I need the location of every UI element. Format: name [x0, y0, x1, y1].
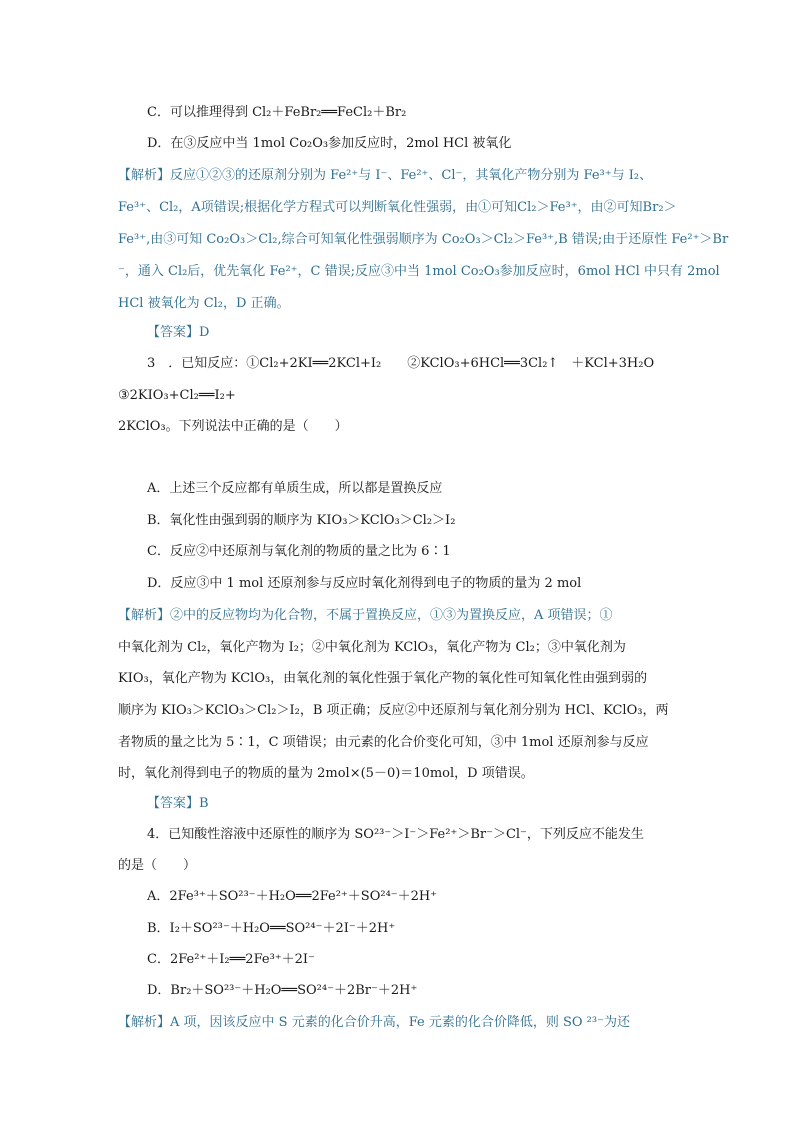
- option-c-q3: C．反应②中还原剂与氧化剂的物质的量之比为 6∶1: [147, 544, 451, 559]
- analysis-q2-line5: HCl 被氧化为 Cl₂，D 正确。: [118, 296, 290, 311]
- option-d-q2: D．在③反应中当 1mol Co₂O₃参加反应时，2mol HCl 被氧化: [147, 136, 512, 151]
- option-c-q2: C．可以推理得到 Cl₂＋FeBr₂══FeCl₂＋Br₂: [147, 105, 407, 120]
- analysis-q2-line3: Fe³⁺,由③可知 Co₂O₃＞Cl₂,综合可知氧化性强弱顺序为 Co₂O₃＞Cl₂＞Fe³⁺,B 错误;由于还原性 Fe²⁺＞Br: [118, 232, 729, 247]
- question-3-prompt: 2KClO₃。下列说法中正确的是（ ）: [118, 419, 348, 434]
- question-4-prompt: 的是（ ）: [118, 858, 197, 873]
- option-c-q4: C．2Fe²⁺＋I₂══2Fe³⁺＋2I⁻: [147, 952, 315, 967]
- analysis-q3-line3: KIO₃，氧化产物为 KClO₃，由氧化剂的氧化性强于氧化产物的氧化性可知氧化性由强到弱的: [118, 671, 648, 686]
- analysis-q3-line4: 顺序为 KIO₃＞KClO₃＞Cl₂＞I₂，B 项正确；反应②中还原剂与氧化剂分别为 HCl、KClO₃，两: [118, 703, 669, 718]
- question-3-stem-cont: ③2KIO₃+Cl₂══I₂+: [118, 388, 236, 403]
- option-a-q3: A．上述三个反应都有单质生成，所以都是置换反应: [147, 481, 443, 496]
- option-d-q3: D．反应③中 1 mol 还原剂参与反应时氧化剂得到电子的物质的量为 2 mol: [147, 576, 582, 591]
- analysis-q3-line6: 时，氧化剂得到电子的物质的量为 2mol×(5－0)＝10mol，D 项错误。: [118, 766, 534, 781]
- question-3-stem: 3 ．已知反应：①Cl₂+2KI══2KCl+I₂ ②KClO₃+6HCl══3Cl₂↑ ＋KCl+3H₂O: [147, 356, 655, 371]
- question-4-stem: 4．已知酸性溶液中还原性的顺序为 SO²³⁻＞I⁻＞Fe²⁺＞Br⁻＞Cl⁻，下列反应不能发生: [147, 827, 644, 842]
- answer-q2: 【答案】D: [147, 325, 210, 340]
- analysis-q3-line2: 中氧化剂为 Cl₂，氧化产物为 I₂；②中氧化剂为 KClO₃，氧化产物为 Cl₂；③中氧化剂为: [118, 640, 626, 655]
- option-b-q4: B．I₂＋SO²³⁻＋H₂O══SO²⁴⁻＋2I⁻＋2H⁺: [147, 921, 396, 936]
- analysis-q4-line1: 【解析】A 项，因该反应中 S 元素的化合价升高，Fe 元素的化合价降低，则 SO ²³⁻为还: [118, 1015, 630, 1030]
- analysis-q2-line4: ⁻，通入 Cl₂后，优先氧化 Fe²⁺，C 错误;反应③中当 1mol Co₂O₃参加反应时，6mol HCl 中只有 2mol: [118, 264, 720, 279]
- analysis-q3-line1: 【解析】②中的反应物均为化合物，不属于置换反应，①③为置换反应，A 项错误；①: [118, 608, 613, 623]
- option-b-q3: B．氧化性由强到弱的顺序为 KIO₃＞KClO₃＞Cl₂＞I₂: [147, 513, 456, 528]
- analysis-q2-line1: 【解析】反应①②③的还原剂分别为 Fe²⁺与 I⁻、Fe²⁺、Cl⁻，其氧化产物分别为 Fe³⁺与 I₂、: [118, 168, 653, 183]
- analysis-q3-line5: 者物质的量之比为 5∶1，C 项错误；由元素的化合价变化可知，③中 1mol 还原剂参与反应: [118, 735, 649, 750]
- answer-q3: 【答案】B: [147, 796, 209, 811]
- option-a-q4: A．2Fe³⁺＋SO²³⁻＋H₂O══2Fe²⁺＋SO²⁴⁻＋2H⁺: [147, 889, 438, 904]
- option-d-q4: D．Br₂＋SO²³⁻＋H₂O══SO²⁴⁻＋2Br⁻＋2H⁺: [147, 983, 418, 998]
- analysis-q2-line2: Fe³⁺、Cl₂，A项错误;根据化学方程式可以判断氧化性强弱，由①可知Cl₂＞Fe³⁺，由②可知Br₂＞: [118, 200, 677, 215]
